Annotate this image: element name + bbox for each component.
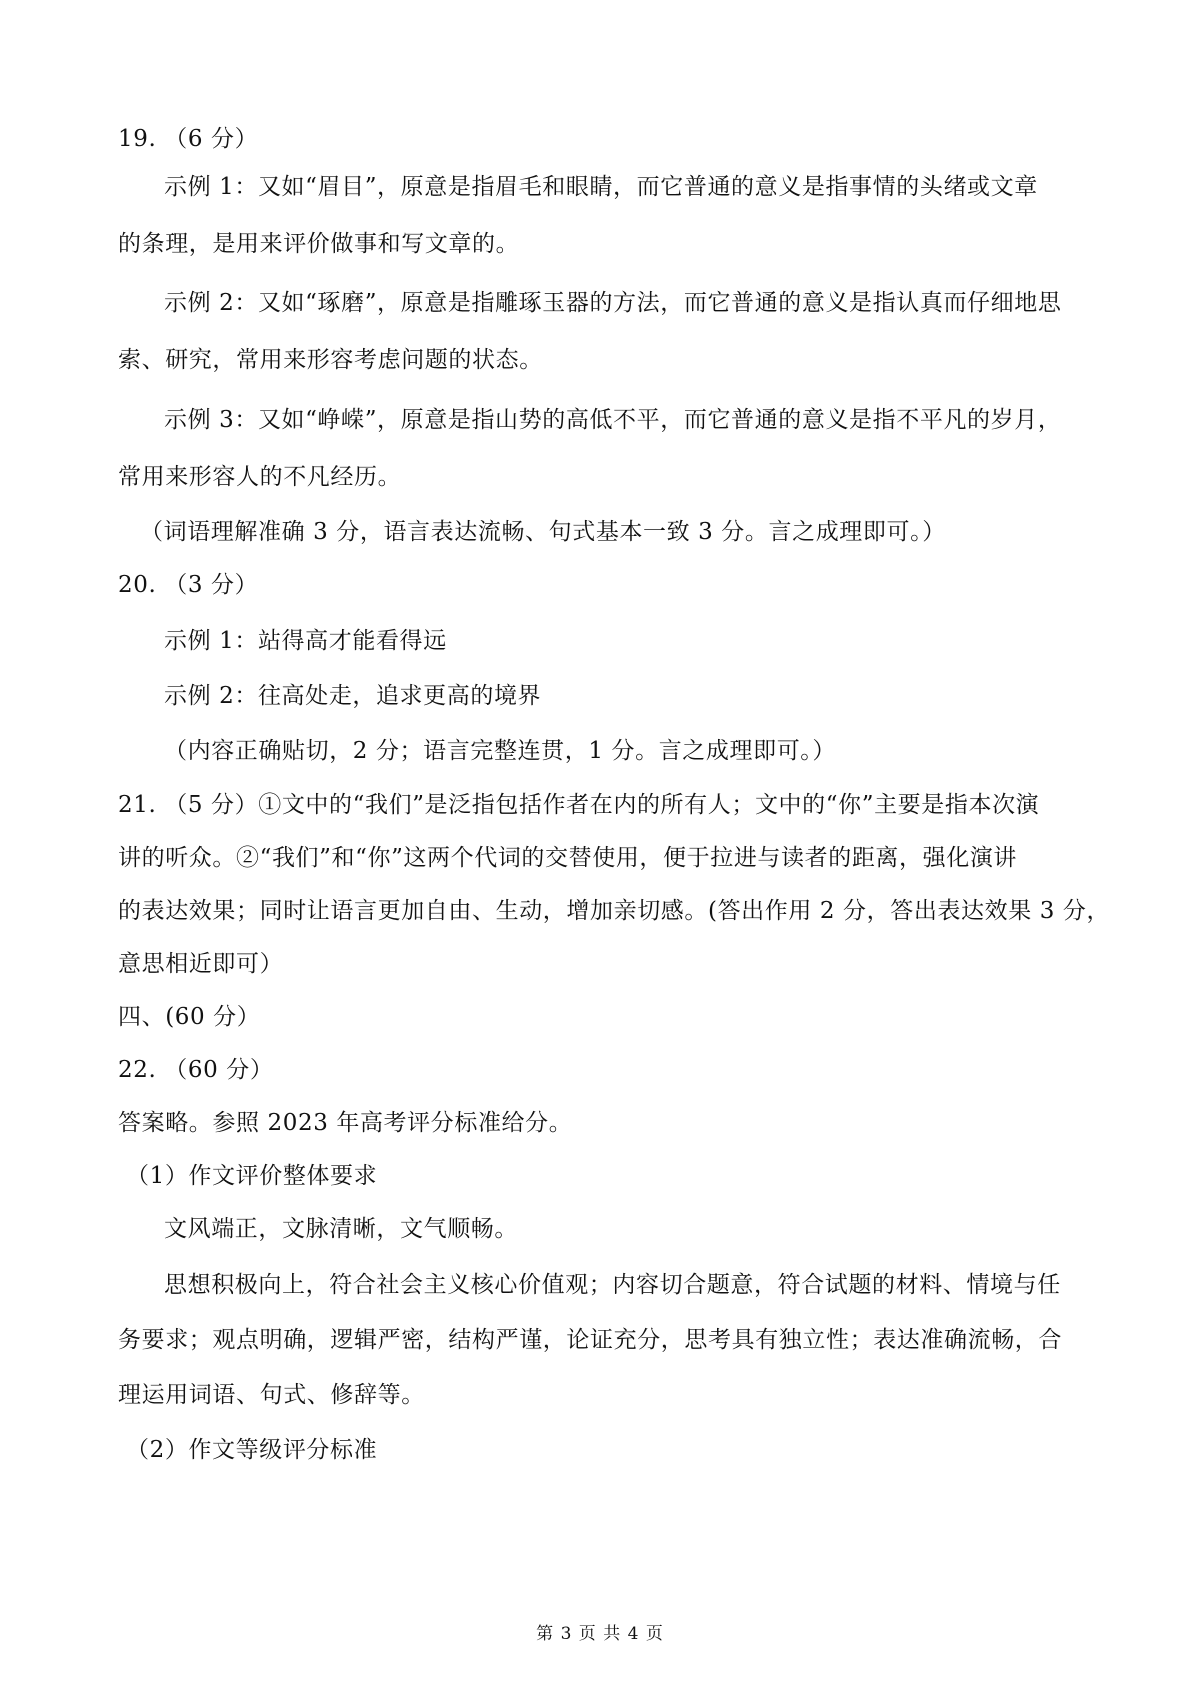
q19-example-1-line-2: 的条理，是用来评价做事和写文章的。 bbox=[118, 231, 520, 257]
q19-example-2-line-2: 索、研究，常用来形容考虑问题的状态。 bbox=[118, 347, 543, 373]
q22-answer-note: 答案略。参照 2023 年高考评分标准给分。 bbox=[118, 1110, 573, 1136]
essay-requirement-content-line-3: 理运用词语、句式、修辞等。 bbox=[118, 1382, 425, 1408]
essay-grading-standard-heading: （2）作文等级评分标准 bbox=[126, 1437, 378, 1463]
essay-overall-requirements-heading: （1）作文评价整体要求 bbox=[126, 1163, 378, 1189]
q19-example-1-line-1: 示例 1：又如“眉目”，原意是指眉毛和眼睛，而它普通的意义是指事情的头绪或文章 bbox=[164, 174, 1038, 200]
q19-example-3-line-2: 常用来形容人的不凡经历。 bbox=[118, 464, 402, 490]
q21-line-2: 讲的听众。②“我们”和“你”这两个代词的交替使用，便于拉进与读者的距离，强化演讲 bbox=[118, 845, 1018, 871]
q20-example-1: 示例 1：站得高才能看得远 bbox=[164, 628, 447, 654]
q20-scoring-note: （内容正确贴切，2 分；语言完整连贯，1 分。言之成理即可。） bbox=[164, 738, 836, 764]
page-number-footer: 第 3 页 共 4 页 bbox=[536, 1624, 664, 1644]
q19-heading: 19. （6 分） bbox=[118, 126, 259, 152]
q21-line-4: 意思相近即可） bbox=[118, 951, 284, 977]
q22-heading: 22. （60 分） bbox=[118, 1057, 274, 1083]
essay-requirement-content-line-1: 思想积极向上，符合社会主义核心价值观；内容切合题意，符合试题的材料、情境与任 bbox=[164, 1272, 1061, 1298]
q19-example-2-line-1: 示例 2：又如“琢磨”，原意是指雕琢玉器的方法，而它普通的意义是指认真而仔细地思 bbox=[164, 290, 1062, 316]
q19-example-3-line-1: 示例 3：又如“峥嵘”，原意是指山势的高低不平，而它普通的意义是指不平凡的岁月， bbox=[164, 407, 1062, 433]
section-4-heading: 四、(60 分） bbox=[118, 1004, 261, 1030]
essay-requirement-content-line-2: 务要求；观点明确，逻辑严密，结构严谨，论证充分，思考具有独立性；表达准确流畅，合 bbox=[118, 1327, 1062, 1353]
q21-line-1: 21. （5 分）①文中的“我们”是泛指包括作者在内的所有人；文中的“你”主要是指本次演 bbox=[118, 792, 1040, 818]
q20-heading: 20. （3 分） bbox=[118, 572, 259, 598]
q19-scoring-note: （词语理解准确 3 分，语言表达流畅、句式基本一致 3 分。言之成理即可。） bbox=[140, 519, 946, 545]
essay-requirement-style: 文风端正，文脉清晰，文气顺畅。 bbox=[164, 1216, 518, 1242]
q21-line-3: 的表达效果；同时让语言更加自由、生动，增加亲切感。(答出作用 2 分，答出表达效果 3 分， bbox=[118, 898, 1111, 924]
q20-example-2: 示例 2：往高处走，追求更高的境界 bbox=[164, 683, 542, 709]
